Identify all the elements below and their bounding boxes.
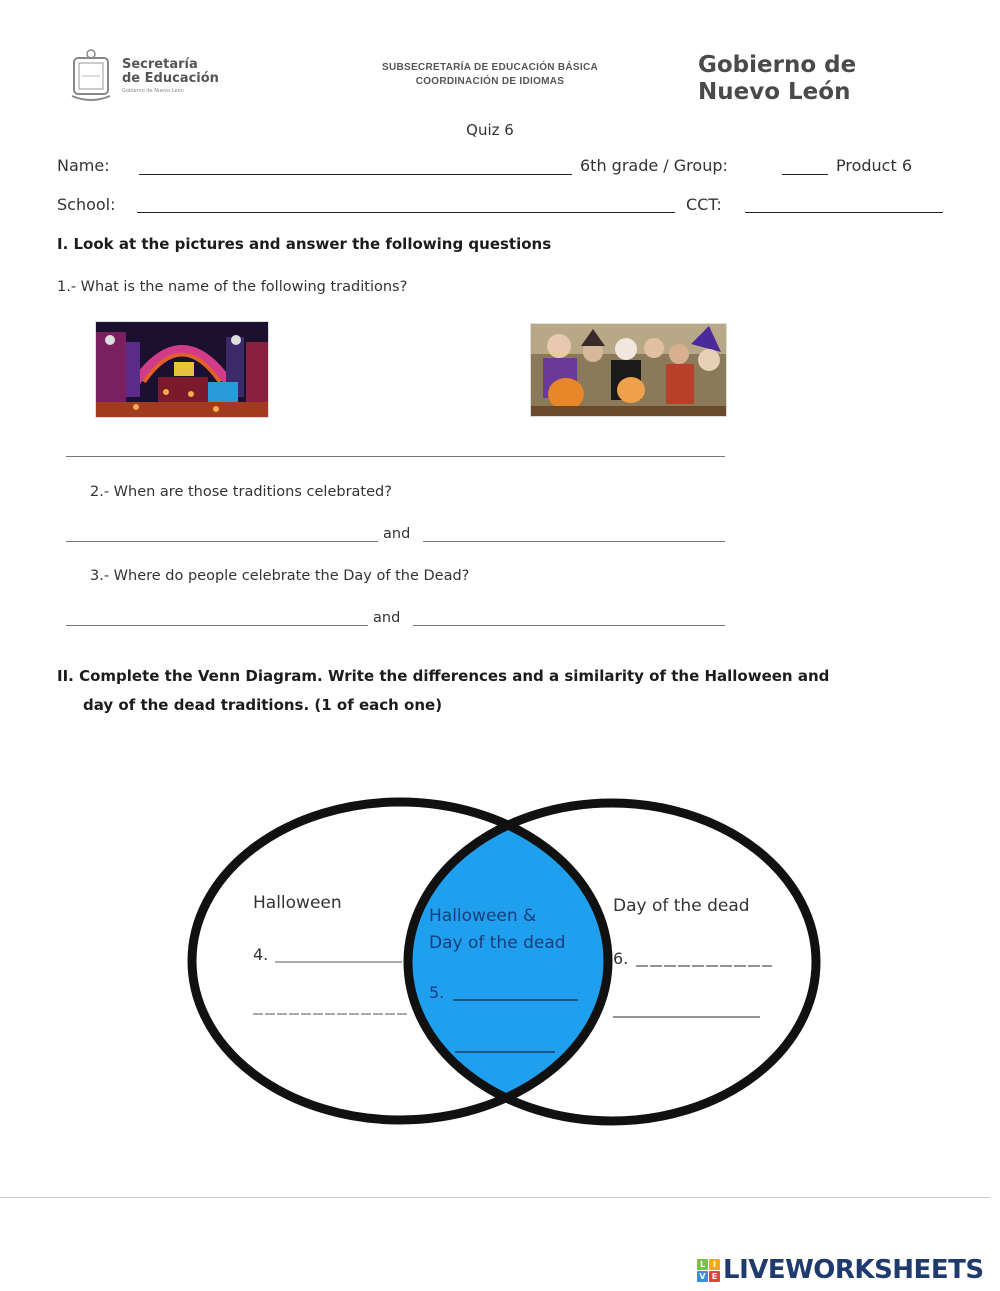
section-2-title-line-2: day of the dead traditions. (1 of each one) bbox=[83, 696, 443, 714]
venn-answer-4-field[interactable] bbox=[275, 945, 402, 965]
venn-center-label-line-2: Day of the dead bbox=[429, 933, 566, 953]
venn-item-6: 6. bbox=[613, 949, 629, 968]
venn-left-label: Halloween bbox=[253, 893, 342, 913]
question-2: 2.- When are those traditions celebrated? bbox=[90, 484, 392, 500]
name-label: Name: bbox=[57, 156, 110, 175]
badge-letter-e: E bbox=[709, 1271, 720, 1282]
venn-item-5: 5. bbox=[429, 983, 445, 1002]
page-divider bbox=[0, 1197, 990, 1198]
logo-tagline: Gobierno de Nuevo León bbox=[122, 88, 184, 94]
grade-group-label: 6th grade / Group: bbox=[580, 156, 728, 175]
badge-letter-i: I bbox=[709, 1259, 720, 1270]
subsecretaria-line-1: SUBSECRETARÍA DE EDUCACIÓN BÁSICA bbox=[381, 62, 599, 73]
live-badge-icon bbox=[697, 1259, 720, 1282]
section-1-title: I. Look at the pictures and answer the following questions bbox=[57, 235, 552, 253]
badge-letter-l: L bbox=[697, 1259, 708, 1270]
venn-right-label: Day of the dead bbox=[613, 896, 750, 916]
answer-3-and: and bbox=[373, 610, 401, 626]
quiz-title: Quiz 6 bbox=[466, 121, 514, 139]
cct-label: CCT: bbox=[686, 195, 722, 214]
liveworksheets-logo[interactable] bbox=[697, 1255, 984, 1285]
gobierno-line-2: Nuevo León bbox=[698, 79, 851, 105]
venn-center-label-line-1: Halloween & bbox=[429, 906, 537, 926]
logo-line-1: Secretaría bbox=[122, 57, 198, 72]
badge-letter-v: V bbox=[697, 1271, 708, 1282]
school-label: School: bbox=[57, 195, 116, 214]
venn-answer-6-field[interactable] bbox=[636, 949, 772, 969]
section-2-title-line-1: II. Complete the Venn Diagram. Write the differences and a similarity of the Halloween and bbox=[57, 667, 830, 685]
gobierno-line-1: Gobierno de bbox=[698, 52, 857, 78]
venn-item-4: 4. bbox=[253, 945, 269, 964]
subsecretaria-line-2: COORDINACIÓN DE IDIOMAS bbox=[415, 76, 565, 87]
venn-answer-5-field[interactable] bbox=[453, 983, 578, 1003]
product-label: Product 6 bbox=[836, 156, 913, 175]
liveworksheets-brand-text: LIVEWORKSHEETS bbox=[723, 1255, 984, 1285]
logo-line-2: de Educación bbox=[122, 71, 219, 86]
venn-center-label bbox=[429, 903, 566, 957]
answer-2-and: and bbox=[383, 526, 411, 542]
question-1: 1.- What is the name of the following traditions? bbox=[57, 279, 408, 295]
question-3: 3.- Where do people celebrate the Day of the Dead? bbox=[90, 568, 470, 584]
